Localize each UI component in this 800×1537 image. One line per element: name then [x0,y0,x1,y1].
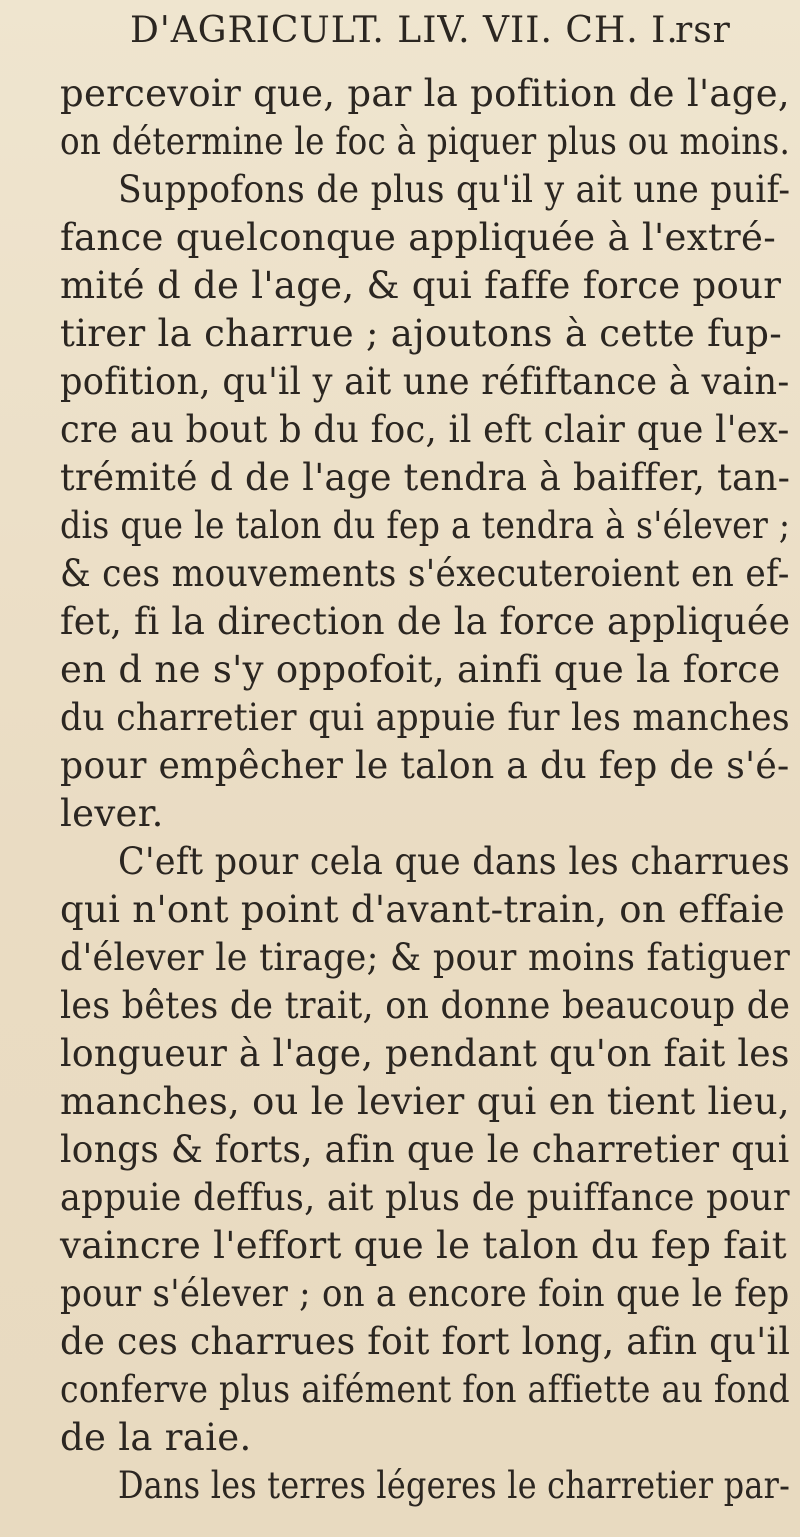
text-line: mité d de l'age, & qui faffe force pour [60,264,782,307]
text-line: d'élever le tirage; & pour moins fatiguer [60,936,791,979]
text-line: fance quelconque appliquée à l'extré- [60,216,777,259]
text-line: pofition, qu'il y ait une réfiftance à vain- [60,360,790,403]
text-line: dis que le talon du fep a tendra à s'élever ; [60,504,791,547]
text-line: & ces mouvements s'éxecuteroient en ef- [60,552,790,595]
text-line: les bêtes de trait, on donne beaucoup de [60,984,791,1027]
text-line: pour empêcher le talon a du fep de s'é- [60,744,790,787]
text-line: longueur à l'age, pendant qu'on fait les [60,1032,790,1075]
page-header [130,10,770,58]
text-line: vaincre l'effort que le talon du fep fait [60,1224,787,1267]
running-title: D'AGRICULT. LIV. VII. CH. I. [130,10,679,51]
text-line: en d ne s'y oppofoit, ainfi que la force [60,648,781,691]
page-number: rsr [675,10,731,51]
text-line: lever. [60,792,164,835]
text-line: fet, fi la direction de la force appliquée [60,600,791,643]
text-line: de ces charrues foit fort long, afin qu'il [60,1320,791,1363]
text-line: qui n'ont point d'avant-train, on effaie [60,888,785,931]
text-line: manches, ou le levier qui en tient lieu, [60,1080,790,1123]
text-line: du charretier qui appuie fur les manches [60,696,790,739]
text-line: Dans les terres légeres le charretier par- [118,1464,791,1507]
text-line: percevoir que, par la pofition de l'age, [60,72,790,115]
text-line: longs & forts, afin que le charretier qui [60,1128,790,1171]
text-line: pour s'élever ; on a encore foin que le fep [60,1272,790,1315]
text-line: tirer la charrue ; ajoutons à cette fup- [60,312,782,355]
text-line: appuie deffus, ait plus de puiffance pour [60,1176,790,1219]
text-line: Suppofons de plus qu'il y ait une puif- [118,168,791,211]
text-line: de la raie. [60,1416,252,1459]
text-line: C'eft pour cela que dans les charrues [118,840,790,883]
text-line: conferve plus aifément fon affiette au fond [60,1368,790,1411]
text-line: on détermine le foc à piquer plus ou moins. [60,120,791,163]
text-line: cre au bout b du foc, il eft clair que l'ex- [60,408,790,451]
text-line: trémité d de l'age tendra à baiffer, tan- [60,456,791,499]
